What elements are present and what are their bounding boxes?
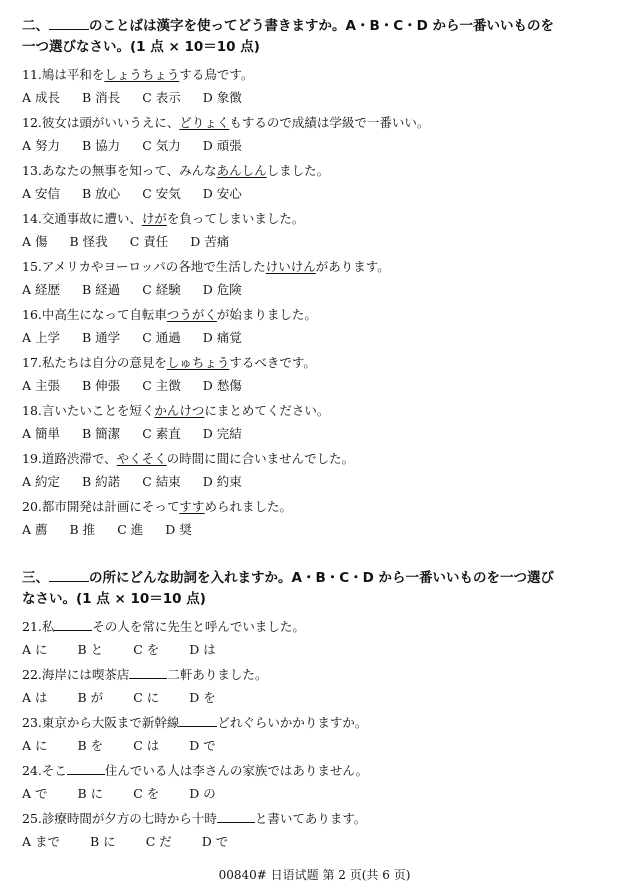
answer-option: B 消長 bbox=[82, 90, 121, 105]
question-text-after: 二軒ありました。 bbox=[167, 667, 268, 682]
underlined-word: しょうちょう bbox=[104, 67, 180, 82]
question bbox=[22, 114, 612, 131]
answer-option: B が bbox=[77, 690, 104, 705]
question-text-before: 言いたいことを短く bbox=[41, 403, 155, 418]
question-text-before: 道路渋滞で、 bbox=[41, 451, 117, 466]
question bbox=[22, 714, 612, 731]
question-text-before: アメリカやヨーロッパの各地で生活した bbox=[41, 259, 266, 274]
answer-options bbox=[22, 233, 612, 250]
question-text-after: があります。 bbox=[315, 259, 390, 274]
answer-option: B に bbox=[77, 786, 104, 801]
answer-options bbox=[22, 425, 612, 442]
question-text-after: の時間に間に合いませんでした。 bbox=[166, 451, 355, 466]
question-number: 11. bbox=[22, 67, 42, 82]
underlined-word: どりょく bbox=[179, 115, 230, 130]
answer-option: A 約定 bbox=[22, 474, 61, 489]
question-number: 18. bbox=[22, 403, 42, 418]
answer-option: B 推 bbox=[69, 522, 96, 537]
underlined-word: あんしん bbox=[216, 163, 267, 178]
question bbox=[22, 210, 612, 227]
question-text-after: どれぐらいかかりますか。 bbox=[217, 715, 368, 730]
answer-option: B 簡潔 bbox=[82, 426, 121, 441]
question bbox=[22, 762, 612, 779]
question bbox=[22, 258, 612, 275]
question bbox=[22, 354, 612, 371]
underlined-word: やくそく bbox=[116, 451, 167, 466]
answer-option: C 表示 bbox=[142, 90, 181, 105]
question bbox=[22, 618, 612, 635]
answer-option: B を bbox=[77, 738, 104, 753]
question-text-after: 住んでいる人は李さんの家族ではありません。 bbox=[104, 763, 369, 778]
question-number: 13. bbox=[22, 163, 42, 178]
underlined-word: けが bbox=[141, 211, 167, 226]
answer-options bbox=[22, 89, 612, 106]
question bbox=[22, 162, 612, 179]
question-text-after: められました。 bbox=[204, 499, 293, 514]
answer-option: B と bbox=[77, 642, 104, 657]
question-number: 15. bbox=[22, 259, 42, 274]
question-text-before: 私 bbox=[41, 619, 55, 634]
section-3-instruction: の所にどんな助詞を入れますか。A・B・C・D から一番いいものを一つ選び bbox=[89, 570, 555, 586]
question-number: 24. bbox=[22, 763, 42, 778]
question-number: 17. bbox=[22, 355, 42, 370]
question-number: 25. bbox=[22, 811, 42, 826]
answer-option: B 協力 bbox=[82, 138, 121, 153]
answer-option: D を bbox=[189, 690, 216, 705]
answer-option: D の bbox=[189, 786, 216, 801]
answer-option: A 薦 bbox=[22, 522, 48, 537]
answer-options bbox=[22, 737, 612, 754]
answer-option: A 成長 bbox=[22, 90, 61, 105]
question-text-after: その人を常に先生と呼んでいました。 bbox=[92, 619, 305, 634]
question-text-after: もするので成績は学級で一番いい。 bbox=[229, 115, 430, 130]
underlined-word: つうがく bbox=[166, 307, 217, 322]
section-2-instruction-line2: 一つ選びなさい。(1 点 × 10＝10 点) bbox=[22, 39, 260, 55]
question-text-before: 私たちは自分の意見を bbox=[41, 355, 167, 370]
section-2 bbox=[22, 16, 612, 538]
answer-options bbox=[22, 137, 612, 154]
question-number: 12. bbox=[22, 115, 42, 130]
answer-option: B 怪我 bbox=[69, 234, 108, 249]
section-3-title bbox=[22, 568, 612, 589]
underlined-word: すす bbox=[179, 499, 205, 514]
answer-option: D 苦痛 bbox=[190, 234, 230, 249]
answer-option: C 素直 bbox=[142, 426, 181, 441]
question bbox=[22, 306, 612, 323]
answer-options bbox=[22, 473, 612, 490]
question-text-before: 東京から大阪まで新幹線 bbox=[41, 715, 180, 730]
answer-option: C 気力 bbox=[142, 138, 181, 153]
answer-option: B に bbox=[90, 834, 116, 849]
question bbox=[22, 66, 612, 83]
question bbox=[22, 810, 612, 827]
underlined-word: けいけん bbox=[265, 259, 316, 274]
question-text-after: する鳥です。 bbox=[179, 67, 254, 82]
question-number: 22. bbox=[22, 667, 42, 682]
question-text-before: 診療時間が夕方の七時から十時 bbox=[41, 811, 217, 826]
question bbox=[22, 402, 612, 419]
question-text-before: そこ bbox=[41, 763, 67, 778]
answer-option: D 象徴 bbox=[202, 90, 242, 105]
question-text-before: 海岸には喫茶店 bbox=[41, 667, 130, 682]
answer-option: C 主徴 bbox=[142, 378, 181, 393]
question-text-after: を負ってしまいました。 bbox=[166, 211, 305, 226]
section-3-instruction-line2: なさい。(1 点 × 10＝10 点) bbox=[22, 591, 206, 607]
underlined-word: しゅちょう bbox=[166, 355, 230, 370]
answer-option: A は bbox=[22, 690, 48, 705]
question-number: 23. bbox=[22, 715, 42, 730]
answer-blank bbox=[129, 666, 167, 679]
answer-option: A で bbox=[22, 786, 48, 801]
question-text-before: 都市開発は計画にそって bbox=[41, 499, 180, 514]
answer-blank bbox=[179, 714, 217, 727]
section-2-number: 二、 bbox=[22, 18, 49, 34]
answer-option: C を bbox=[133, 642, 160, 657]
question-text-after: と書いてあります。 bbox=[254, 811, 367, 826]
answer-option: B 通学 bbox=[82, 330, 121, 345]
question-text-before: あなたの無事を知って、みんな bbox=[41, 163, 217, 178]
answer-option: C に bbox=[133, 690, 160, 705]
section-3-number: 三、 bbox=[22, 570, 49, 586]
section-3 bbox=[22, 568, 612, 850]
answer-option: D 痛覚 bbox=[202, 330, 242, 345]
answer-options bbox=[22, 377, 612, 394]
section-2-questions bbox=[22, 66, 612, 538]
question-text-after: が始まりました。 bbox=[216, 307, 317, 322]
question-number: 16. bbox=[22, 307, 42, 322]
question-text-after: しました。 bbox=[266, 163, 330, 178]
answer-option: C 通過 bbox=[142, 330, 181, 345]
question-text-before: 鳩は平和を bbox=[41, 67, 105, 82]
answer-option: A 努力 bbox=[22, 138, 61, 153]
answer-options bbox=[22, 785, 612, 802]
answer-option: D 頑張 bbox=[202, 138, 242, 153]
answer-option: C は bbox=[133, 738, 160, 753]
answer-option: C だ bbox=[145, 834, 172, 849]
question-number: 19. bbox=[22, 451, 42, 466]
answer-blank bbox=[54, 618, 92, 631]
section-2-title bbox=[22, 16, 612, 37]
answer-blank bbox=[67, 762, 105, 775]
question bbox=[22, 666, 612, 683]
answer-option: D で bbox=[201, 834, 229, 849]
answer-option: B 経過 bbox=[82, 282, 121, 297]
answer-option: D 安心 bbox=[202, 186, 242, 201]
answer-option: D 危険 bbox=[202, 282, 242, 297]
question-text-before: 中高生になって自転車 bbox=[41, 307, 167, 322]
section-3-questions bbox=[22, 618, 612, 850]
answer-option: A に bbox=[22, 738, 48, 753]
answer-option: A 経歴 bbox=[22, 282, 61, 297]
answer-option: C 結束 bbox=[142, 474, 181, 489]
question-text-before: 交通事故に遭い、 bbox=[41, 211, 142, 226]
answer-option: C を bbox=[133, 786, 160, 801]
answer-option: D は bbox=[189, 642, 216, 657]
answer-option: A に bbox=[22, 642, 48, 657]
question-number: 14. bbox=[22, 211, 42, 226]
answer-option: A 主張 bbox=[22, 378, 61, 393]
answer-options bbox=[22, 641, 612, 658]
answer-option: D で bbox=[189, 738, 216, 753]
question-text-after: するべきです。 bbox=[229, 355, 316, 370]
answer-option: D 奨 bbox=[165, 522, 192, 537]
answer-option: C 経験 bbox=[142, 282, 181, 297]
question bbox=[22, 498, 612, 515]
question-number: 21. bbox=[22, 619, 42, 634]
answer-options bbox=[22, 689, 612, 706]
answer-option: C 安気 bbox=[142, 186, 181, 201]
question-number: 20. bbox=[22, 499, 42, 514]
answer-option: D 愁傷 bbox=[202, 378, 242, 393]
answer-option: A 安信 bbox=[22, 186, 61, 201]
answer-option: A 簡単 bbox=[22, 426, 61, 441]
answer-option: A 傷 bbox=[22, 234, 48, 249]
answer-options bbox=[22, 185, 612, 202]
answer-blank bbox=[217, 810, 255, 823]
answer-option: D 約束 bbox=[202, 474, 242, 489]
question-text-before: 彼女は頭がいいうえに、 bbox=[41, 115, 180, 130]
answer-options bbox=[22, 833, 612, 850]
title-blank bbox=[49, 569, 89, 582]
answer-option: B 約諾 bbox=[82, 474, 121, 489]
answer-options bbox=[22, 521, 612, 538]
title-blank bbox=[49, 17, 89, 30]
section-2-instruction: のことばは漢字を使ってどう書きますか。A・B・C・D から一番いいものを bbox=[89, 18, 555, 34]
answer-option: D 完結 bbox=[202, 426, 242, 441]
answer-options bbox=[22, 329, 612, 346]
answer-option: A 上学 bbox=[22, 330, 61, 345]
answer-option: C 責任 bbox=[129, 234, 169, 249]
exam-page bbox=[22, 16, 612, 850]
answer-options bbox=[22, 281, 612, 298]
answer-option: B 伸張 bbox=[82, 378, 121, 393]
answer-option: B 放心 bbox=[82, 186, 121, 201]
question-text-after: にまとめてください。 bbox=[204, 403, 330, 418]
page-footer: 00840# 日语试题 第 2 页(共 6 页) bbox=[218, 868, 411, 882]
underlined-word: かんけつ bbox=[154, 403, 205, 418]
question bbox=[22, 450, 612, 467]
answer-option: C 進 bbox=[117, 522, 144, 537]
answer-option: A まで bbox=[22, 834, 61, 849]
